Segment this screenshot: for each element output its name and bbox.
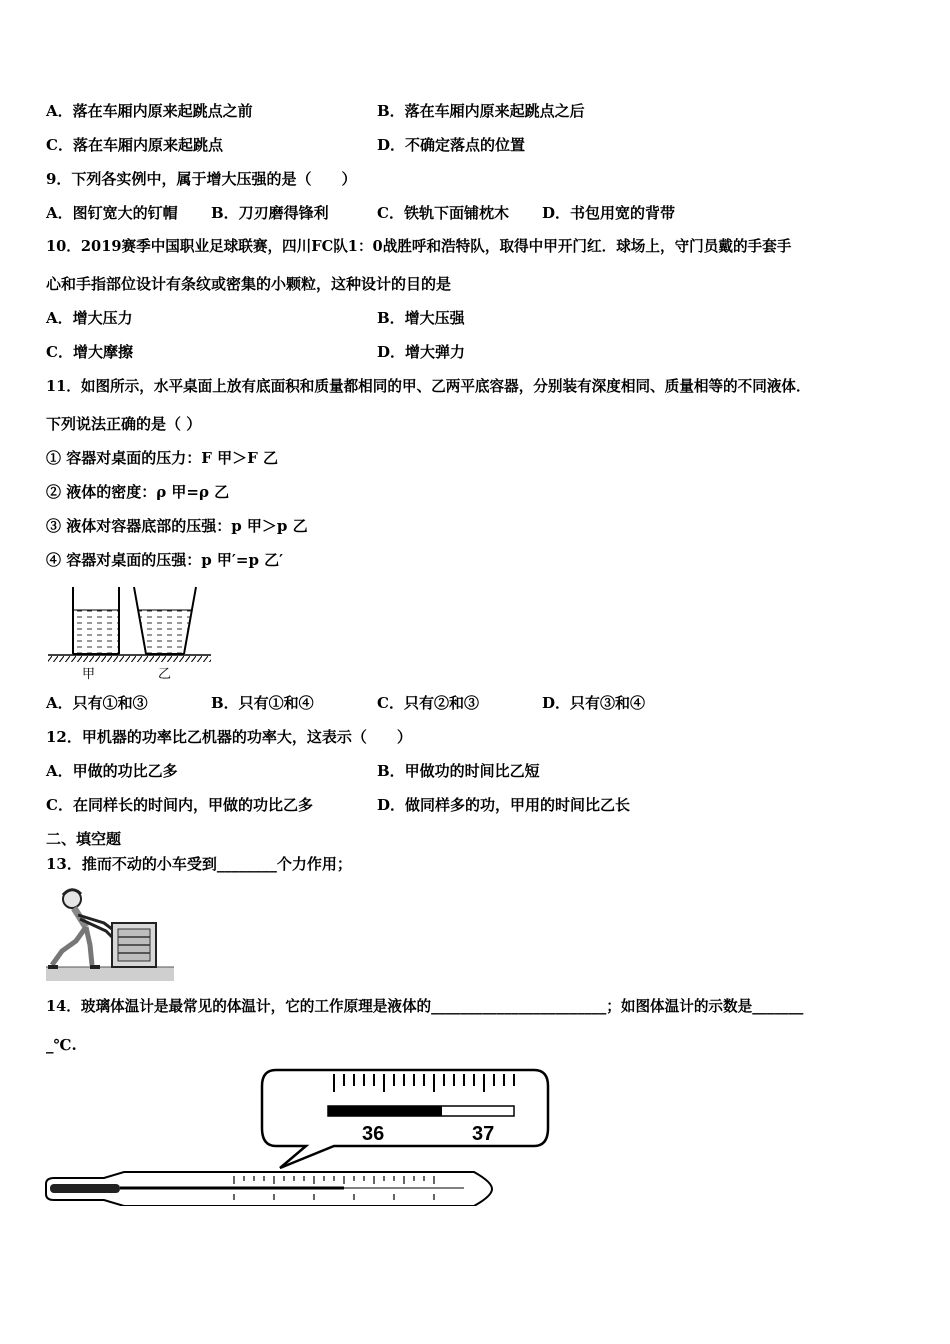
q14-stem-line1: 14．玻璃体温计是最常见的体温计，它的工作原理是液体的________________________；如图体温计的示数是_______	[46, 998, 804, 1015]
label-jia: 甲	[82, 667, 96, 682]
scale-label-36: 36	[362, 1123, 385, 1145]
q11-statement-4: ④ 容器对桌面的压强：p 甲′=p 乙′	[46, 551, 284, 569]
q9-option-d: D．书包用宽的背带	[542, 204, 676, 222]
q8-option-b: B．落在车厢内原来起跳点之后	[377, 102, 585, 120]
q11-stem-line2: 下列说法正确的是（ ）	[46, 415, 202, 433]
q11-option-b: B．只有①和④	[211, 694, 314, 712]
thermometer-illustration	[44, 1066, 554, 1206]
thermometer-figure	[44, 1066, 554, 1206]
thermometer-body	[46, 1172, 492, 1206]
q12-option-b: B．甲做功的时间比乙短	[377, 762, 540, 780]
q11-statement-1: ① 容器对桌面的压力：F 甲＞F 乙	[46, 449, 278, 467]
q11-option-a: A．只有①和③	[46, 694, 148, 712]
q12-option-d: D．做同样多的功，甲用的时间比乙长	[377, 796, 631, 814]
q11-stem-line1: 11．如图所示，水平桌面上放有底面积和质量都相同的甲、乙两平底容器，分别装有深度相同、质量相等的不同液体．	[46, 378, 811, 395]
q11-statement-3: ③ 液体对容器底部的压强：p 甲＞p 乙	[46, 517, 308, 535]
q9-option-c: C．铁轨下面铺枕木	[377, 204, 509, 222]
q11-statement-2: ② 液体的密度：ρ 甲=ρ 乙	[46, 483, 230, 501]
section-title: 二、填空题	[46, 830, 122, 848]
q12-stem: 12．甲机器的功率比乙机器的功率大，这表示（ ）	[46, 728, 412, 746]
q10-option-c: C．增大摩擦	[46, 343, 133, 361]
mercury-bulb	[50, 1184, 120, 1193]
q9-option-b: B．刀刃磨得锋利	[211, 204, 329, 222]
scale-label-37: 37	[472, 1123, 495, 1145]
pushing-cart-illustration	[46, 885, 176, 985]
q8-option-c: C．落在车厢内原来起跳点	[46, 136, 223, 154]
q12-option-c: C．在同样长的时间内，甲做的功比乙多	[46, 796, 313, 814]
q8-option-a: A．落在车厢内原来起跳点之前	[46, 102, 253, 120]
q11-option-c: C．只有②和③	[377, 694, 479, 712]
q9-stem: 9．下列各实例中，属于增大压强的是（ ）	[46, 170, 357, 188]
q13-stem: 13．推而不动的小车受到________个力作用；	[46, 855, 352, 873]
container-jia	[73, 587, 119, 654]
q11-option-d: D．只有③和④	[542, 694, 646, 712]
callout-mercury	[328, 1106, 442, 1116]
q10-stem-line2: 心和手指部位设计有条纹或密集的小颗粒，这种设计的目的是	[46, 275, 452, 293]
label-yi: 乙	[158, 667, 172, 682]
q14-stem-line2: _℃.	[46, 1036, 77, 1054]
containers-figure	[46, 584, 216, 684]
q10-stem-line1: 10．2019赛季中国职业足球联赛，四川FC队1：0战胜呼和浩特队，取得中甲开门红．球场上，守门员戴的手套手	[46, 238, 792, 255]
pushing-cart-figure	[46, 885, 176, 985]
table-hatch	[48, 656, 211, 662]
container-yi	[134, 587, 196, 654]
person	[48, 890, 112, 967]
q8-option-d: D．不确定落点的位置	[377, 136, 526, 154]
containers-diagram	[46, 584, 216, 684]
zoom-callout	[262, 1070, 548, 1168]
cart-box	[112, 923, 156, 967]
q12-option-a: A．甲做的功比乙多	[46, 762, 178, 780]
q10-option-a: A．增大压力	[46, 309, 133, 327]
q10-option-b: B．增大压强	[377, 309, 465, 327]
q10-option-d: D．增大弹力	[377, 343, 466, 361]
ground	[46, 967, 174, 981]
q9-option-a: A．图钉宽大的钉帽	[46, 204, 178, 222]
